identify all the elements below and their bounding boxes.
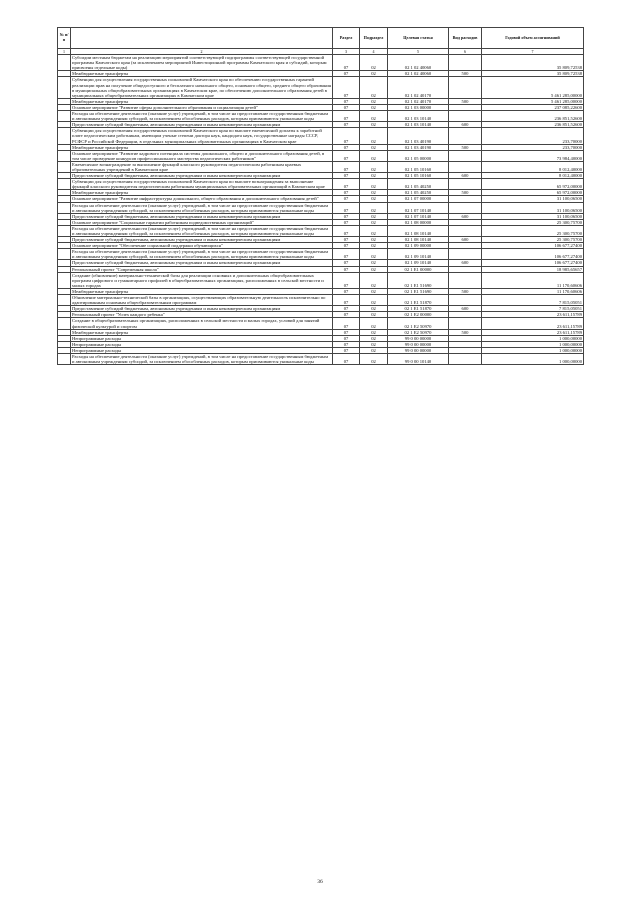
row-target: 99 0 00 00000: [388, 341, 449, 347]
header-name: [71, 28, 333, 49]
row-number: [58, 295, 71, 306]
row-subsection: 02: [360, 71, 388, 77]
row-section: 07: [333, 329, 360, 335]
row-name: Субвенции для осуществления государственных полномочий Камчатского края по обеспечению государственных гарантий реализации прав на получение общедоступного и бесплатного начального общего, основного общего, среднего общего образования в муниципальных общеобразовательных организациях в Камчатском крае, по обеспечению дополнительного образования детей в муниципальных общеобразовательных организациях в Камчатском крае: [72, 77, 332, 98]
row-amount: 106 677,27400: [482, 249, 584, 260]
colnum: 6: [449, 49, 482, 55]
row-amount: 35 809,72538: [482, 71, 584, 77]
row-target: 02 1 05 40250: [388, 179, 449, 190]
row-section: 07: [333, 306, 360, 312]
row-subsection: 02: [360, 266, 388, 272]
row-target: 02 1 03 10140: [388, 122, 449, 128]
row-exptype: [449, 150, 482, 161]
row-number: [58, 161, 71, 172]
row-amount: 1 000,00000: [482, 347, 584, 353]
row-target: 02 1 08 10140: [388, 237, 449, 243]
row-exptype: [449, 77, 482, 98]
row-section: 07: [333, 225, 360, 236]
row-exptype: 600: [449, 213, 482, 219]
row-exptype: [449, 55, 482, 71]
row-subsection: 02: [360, 219, 388, 225]
row-subsection: 02: [360, 111, 388, 122]
row-amount: 65 972,00000: [482, 179, 584, 190]
row-target: 02 1 05 40250: [388, 190, 449, 196]
row-section: 07: [333, 260, 360, 266]
row-subsection: 02: [360, 249, 388, 260]
row-name: Непрограммные расходы: [71, 347, 333, 353]
row-name: Расходы на обеспечение деятельности (оказание услуг) учреждений, в том числе на предоставление государственным бюджетным и автономным учреждениям субсидий, за исключением обособленных расходов, которым присваиваются уникальные коды: [71, 353, 333, 364]
row-amount: 5 461 285,00000: [482, 98, 584, 104]
table-row: [58, 225, 584, 236]
table-row: [58, 111, 584, 122]
row-name: Расходы на обеспечение деятельности (оказание услуг) учреждений, в том числе на предоставление государственным бюджетным и автономным учреждениям субсидий, за исключением обособленных расходов, которым присваиваются уникальные коды: [71, 249, 333, 260]
row-amount: 1 000,00000: [482, 353, 584, 364]
row-target: 02 1 03 40190: [388, 144, 449, 150]
row-amount: 25 300,75700: [482, 237, 584, 243]
row-target: 02 1 03 10140: [388, 111, 449, 122]
row-subsection: 02: [360, 202, 388, 213]
row-subsection: 02: [360, 122, 388, 128]
row-subsection: 02: [360, 55, 388, 71]
colnum: 7: [482, 49, 584, 55]
colnum: 1: [58, 49, 71, 55]
row-section: 07: [333, 55, 360, 71]
row-number: [58, 111, 71, 122]
row-exptype: [449, 318, 482, 329]
row-section: 07: [333, 173, 360, 179]
row-number: [58, 150, 71, 161]
row-section: 07: [333, 288, 360, 294]
row-target: 02 1 E2 50970: [388, 329, 449, 335]
row-exptype: [449, 295, 482, 306]
row-subsection: 02: [360, 196, 388, 202]
row-target: 02 1 02 40170: [388, 98, 449, 104]
row-subsection: 02: [360, 225, 388, 236]
row-subsection: 02: [360, 161, 388, 172]
row-target: 02 1 05 10160: [388, 173, 449, 179]
row-number: [58, 318, 71, 329]
row-amount: 7 815,05051: [482, 295, 584, 306]
row-name: Основное мероприятие "Обеспечение социальной поддержки обучающихся": [71, 243, 333, 249]
row-subsection: 02: [360, 312, 388, 318]
row-amount: 23 611,15789: [482, 318, 584, 329]
row-target: 02 1 07 10140: [388, 213, 449, 219]
header-section: Раздел: [333, 28, 360, 49]
table-row: [58, 77, 584, 98]
page-number: 36: [317, 879, 323, 885]
row-exptype: [449, 202, 482, 213]
row-section: 07: [333, 335, 360, 341]
row-subsection: 02: [360, 341, 388, 347]
row-target: 02 1 E1 51690: [388, 288, 449, 294]
row-amount: 73 984,40000: [482, 150, 584, 161]
row-subsection: 02: [360, 243, 388, 249]
row-target: 99 0 00 00000: [388, 347, 449, 353]
row-exptype: [449, 272, 482, 288]
row-exptype: 500: [449, 288, 482, 294]
row-name: Создание в общеобразовательных организациях, расположенных в сельской местности и малых городах, условий для занятий физической культурой и спортом: [71, 318, 333, 329]
row-name: Обновление материально-технической базы в организациях, осуществляющих образовательную деятельность исключительно по адаптированным основным общеобразовательным программам: [71, 295, 333, 306]
row-exptype: [449, 128, 482, 144]
row-exptype: 500: [449, 98, 482, 104]
row-section: 07: [333, 353, 360, 364]
row-target: 99 0 00 00000: [388, 335, 449, 341]
row-amount: 11 170,60606: [482, 272, 584, 288]
row-target: 02 1 02 40060: [388, 71, 449, 77]
row-target: 02 1 07 00000: [388, 196, 449, 202]
row-exptype: 500: [449, 144, 482, 150]
row-name: Основное мероприятие "Развитие кадрового потенциала системы дошкольного, общего и дополнительного образования детей, в том числе проведение конкурсов профессионального мастерства педагогических работников": [71, 150, 333, 161]
table-header-row: [58, 28, 584, 49]
table-body: [58, 55, 584, 365]
row-section: 07: [333, 190, 360, 196]
row-section: 07: [333, 104, 360, 110]
budget-table: [57, 27, 584, 365]
row-subsection: 02: [360, 128, 388, 144]
row-target: 02 1 E1 00000: [388, 266, 449, 272]
row-exptype: 600: [449, 173, 482, 179]
row-amount: 65 972,00000: [482, 190, 584, 196]
row-section: 07: [333, 161, 360, 172]
row-section: 07: [333, 196, 360, 202]
row-exptype: 500: [449, 329, 482, 335]
row-name: Непрограммные расходы: [71, 341, 333, 347]
table-row: [58, 249, 584, 260]
row-name: Субвенции для осуществления государственных полномочий Камчатского края по выплате ежемесячной доплаты к заработной плате педагогическим работникам, имеющим ученые степени доктора наук, кандидата наук, государственные награды СССР, РСФСР и Российской Федерации, в отдельных муниципальных образовательных организациях в Камчатском крае: [71, 128, 333, 144]
row-subsection: 02: [360, 98, 388, 104]
row-amount: 236 851,52600: [482, 122, 584, 128]
row-subsection: 02: [360, 260, 388, 266]
row-target: 99 0 00 10140: [388, 353, 449, 364]
row-section: 07: [333, 202, 360, 213]
table-row: [58, 318, 584, 329]
row-target: 02 1 E2 50970: [388, 318, 449, 329]
row-exptype: 600: [449, 306, 482, 312]
row-amount: 25 300,75700: [482, 219, 584, 225]
table-row: [58, 272, 584, 288]
row-exptype: [449, 249, 482, 260]
row-section: 07: [333, 295, 360, 306]
row-name: Расходы на обеспечение деятельности (оказание услуг) учреждений, в том числе на предоставление государственным бюджетным и автономным учреждениям субсидий, за исключением обособленных расходов, которым присваиваются уникальные коды: [71, 202, 333, 213]
row-subsection: 02: [360, 318, 388, 329]
row-name: Региональный проект "Успех каждого ребенка": [71, 312, 333, 318]
row-exptype: [449, 161, 482, 172]
colnum: 3: [333, 49, 360, 55]
row-subsection: 02: [360, 77, 388, 98]
table-row: [58, 150, 584, 161]
table-row: [58, 161, 584, 172]
row-amount: 106 677,27400: [482, 243, 584, 249]
row-target: 02 1 E1 51690: [388, 272, 449, 288]
colnum: 4: [360, 49, 388, 55]
row-target: 02 1 03 40190: [388, 128, 449, 144]
row-target: 02 1 03 00000: [388, 104, 449, 110]
row-subsection: 02: [360, 306, 388, 312]
row-amount: 8 012,40000: [482, 161, 584, 172]
row-subsection: 02: [360, 353, 388, 364]
header-subsection: Подраздел: [360, 28, 388, 49]
row-name: Субсидии местным бюджетам на реализацию мероприятий соответствующей подпрограммы соответствующей государственной программы Камчатского края (за исключением мероприятий Инвестиционной программы Камчатского края и субсидий, которым присвоены отдельные коды): [71, 55, 333, 71]
row-subsection: 02: [360, 295, 388, 306]
table-row: [58, 179, 584, 190]
row-name: Предоставление субсидий бюджетным, автономным учреждениям и иным некоммерческим организациям: [71, 122, 333, 128]
row-amount: 233,70000: [482, 128, 584, 144]
row-amount: 11 170,60606: [482, 288, 584, 294]
row-subsection: 02: [360, 190, 388, 196]
row-exptype: 500: [449, 71, 482, 77]
row-name: Межбюджетные трансферты: [71, 190, 333, 196]
row-subsection: 02: [360, 272, 388, 288]
row-target: 02 1 E1 51870: [388, 306, 449, 312]
table-row: [58, 353, 584, 364]
row-name: Расходы на обеспечение деятельности (оказание услуг) учреждений, в том числе на предоставление государственным бюджетным и автономным учреждениям субсидий, за исключением обособленных расходов, которым присваиваются уникальные коды: [71, 225, 333, 236]
row-number: [58, 128, 71, 144]
header-no: № п/п: [58, 28, 71, 49]
row-name: Межбюджетные трансферты: [71, 329, 333, 335]
row-name: Межбюджетные трансферты: [71, 288, 333, 294]
table-row: [58, 128, 584, 144]
row-section: 07: [333, 243, 360, 249]
row-amount: 25 300,75700: [482, 225, 584, 236]
row-number: [58, 55, 71, 71]
row-amount: 106 677,27400: [482, 260, 584, 266]
row-exptype: [449, 179, 482, 190]
row-number: [58, 202, 71, 213]
row-number: [58, 272, 71, 288]
row-amount: 1 000,00000: [482, 335, 584, 341]
row-target: 02 1 02 40170: [388, 77, 449, 98]
row-section: 07: [333, 150, 360, 161]
row-name: Предоставление субсидий бюджетным, автономным учреждениям и иным некоммерческим организациям: [71, 306, 333, 312]
table-row: [58, 295, 584, 306]
row-amount: 1 000,00000: [482, 341, 584, 347]
row-section: 07: [333, 71, 360, 77]
row-name: Субвенции для осуществления государственных полномочий Камчатского края по выплате вознаграждения за выполнение функций классного руководителя педагогическим работникам муниципальных образовательных организаций в Камчатском крае: [71, 179, 333, 190]
row-name: Предоставление субсидий бюджетным, автономным учреждениям и иным некоммерческим организациям: [71, 173, 333, 179]
row-exptype: [449, 353, 482, 364]
row-amount: 18 985,65657: [482, 266, 584, 272]
row-name: Расходы на обеспечение деятельности (оказание услуг) учреждений, в том числе на предоставление государственным бюджетным и автономным учреждениям субсидий, за исключением обособленных расходов, которым присваиваются уникальные коды: [71, 111, 333, 122]
row-amount: 5 461 285,00000: [482, 77, 584, 98]
row-target: 02 1 08 10140: [388, 225, 449, 236]
row-amount: 31 100,06500: [482, 202, 584, 213]
row-number: [58, 179, 71, 190]
row-subsection: 02: [360, 288, 388, 294]
row-amount: 23 611,15789: [482, 329, 584, 335]
row-name: Основное мероприятие "Социальные гарантии работникам подведомственных организаций": [71, 219, 333, 225]
row-section: 07: [333, 318, 360, 329]
row-number: [58, 77, 71, 98]
row-subsection: 02: [360, 150, 388, 161]
row-name: Межбюджетные трансферты: [71, 71, 333, 77]
row-number: [58, 249, 71, 260]
row-section: 07: [333, 312, 360, 318]
row-subsection: 02: [360, 213, 388, 219]
colnum: 2: [71, 49, 333, 55]
row-subsection: 02: [360, 335, 388, 341]
row-section: 07: [333, 213, 360, 219]
row-target: 02 1 05 10160: [388, 161, 449, 172]
row-amount: 8 012,40000: [482, 173, 584, 179]
row-section: 07: [333, 341, 360, 347]
row-subsection: 02: [360, 347, 388, 353]
row-subsection: 02: [360, 144, 388, 150]
row-name: Предоставление субсидий бюджетным, автономным учреждениям и иным некоммерческим организациям: [71, 213, 333, 219]
row-exptype: 600: [449, 122, 482, 128]
table-row: [58, 55, 584, 71]
table-row: [58, 202, 584, 213]
header-target: Целевая статья: [388, 28, 449, 49]
header-amount: Годовой объем ассигнований: [482, 28, 584, 49]
row-section: 07: [333, 77, 360, 98]
row-amount: 31 100,06500: [482, 196, 584, 202]
row-target: 02 1 07 10140: [388, 202, 449, 213]
row-target: 02 1 09 10140: [388, 260, 449, 266]
colnum: 5: [388, 49, 449, 55]
row-section: 07: [333, 237, 360, 243]
row-name: Основное мероприятие "Развитие сферы дополнительного образования и социализация детей": [71, 104, 333, 110]
row-amount: 7 815,05051: [482, 306, 584, 312]
row-section: 07: [333, 111, 360, 122]
row-section: 07: [333, 144, 360, 150]
row-name: Создание (обновление) материально-технической базы для реализации основных и дополнительных общеобразовательных программ цифрового и гуманитарного профилей в общеобразовательных организациях, расположенных в сельской местности и малых городах: [71, 272, 333, 288]
row-subsection: 02: [360, 104, 388, 110]
row-amount: 31 100,06500: [482, 213, 584, 219]
row-name: Ежемесячное вознаграждение за выполнение функций классного руководителя педагогическим работникам краевых образовательных учреждений в Камчатском крае: [71, 161, 333, 172]
row-subsection: 02: [360, 329, 388, 335]
row-name: Региональный проект "Современная школа": [71, 266, 333, 272]
row-subsection: 02: [360, 173, 388, 179]
row-subsection: 02: [360, 237, 388, 243]
row-amount: 233,70000: [482, 144, 584, 150]
row-exptype: 600: [449, 237, 482, 243]
row-name: Межбюджетные трансферты: [71, 144, 333, 150]
row-target: 02 1 09 00000: [388, 243, 449, 249]
row-name: Межбюджетные трансферты: [71, 98, 333, 104]
row-target: 02 1 E1 51870: [388, 295, 449, 306]
row-name: Предоставление субсидий бюджетным, автономным учреждениям и иным некоммерческим организациям: [71, 237, 333, 243]
row-subsection: 02: [360, 179, 388, 190]
row-section: 07: [333, 249, 360, 260]
row-exptype: 600: [449, 260, 482, 266]
row-amount: 35 809,72538: [482, 55, 584, 71]
row-exptype: [449, 111, 482, 122]
row-exptype: [449, 225, 482, 236]
row-number: [58, 353, 71, 364]
row-section: 07: [333, 266, 360, 272]
row-section: 07: [333, 179, 360, 190]
row-section: 07: [333, 219, 360, 225]
row-section: 07: [333, 122, 360, 128]
row-section: 07: [333, 347, 360, 353]
row-target: 02 1 02 40060: [388, 55, 449, 71]
row-target: 02 1 E2 00000: [388, 312, 449, 318]
row-target: 02 1 08 00000: [388, 219, 449, 225]
row-amount: 23 611,15789: [482, 312, 584, 318]
row-amount: 237 085,22600: [482, 104, 584, 110]
row-name: Предоставление субсидий бюджетным, автономным учреждениям и иным некоммерческим организациям: [71, 260, 333, 266]
row-name: Непрограммные расходы: [71, 335, 333, 341]
row-section: 07: [333, 98, 360, 104]
row-amount: 236 851,52600: [482, 111, 584, 122]
row-exptype: 500: [449, 190, 482, 196]
row-section: 07: [333, 272, 360, 288]
row-section: 07: [333, 128, 360, 144]
row-number: [58, 225, 71, 236]
header-exptype: Вид расходов: [449, 28, 482, 49]
row-name: Основное мероприятие "Развитие инфраструктуры дошкольного, общего образования и дополнительного образования детей": [71, 196, 333, 202]
row-target: 02 1 05 00000: [388, 150, 449, 161]
row-target: 02 1 09 10140: [388, 249, 449, 260]
